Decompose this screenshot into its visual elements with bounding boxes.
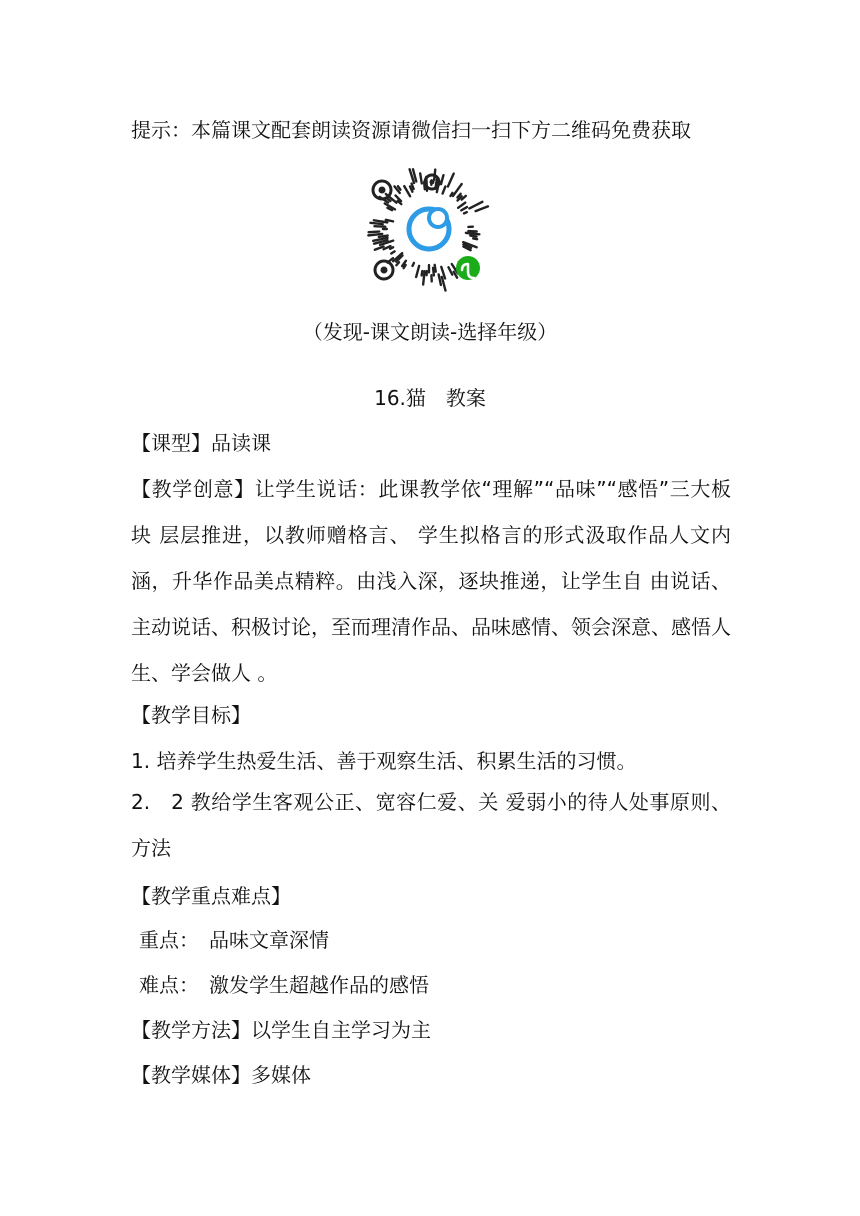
- mini-program-qr-code[interactable]: [360, 160, 498, 298]
- qr-caption: （发现-课文朗读-选择年级）: [302, 320, 558, 344]
- goal-item-1: 1. 培养学生热爱生活、善于观察生活、积累生活的习惯。: [131, 749, 637, 773]
- lesson-type: 【课型】品读课: [131, 431, 271, 455]
- creative-idea-paragraph: 【教学创意】让学生说话：此课教学依“理解”“品味”“感悟”三大板 块 层层推进，以教师赠格言、 学生拟格言的形式汲取作品人文内涵，升华作品美点精粹。由浅入深，逐块推递，让学生自 由说话、主动说话、积极讨论，至而理清作品、品味感情、领会深意、感悟人生、学会做人 。: [131, 477, 731, 685]
- goals-heading: 【教学目标】: [131, 703, 251, 727]
- page-title: 16.猫 教案: [374, 386, 486, 410]
- difficult-point: 难点： 激发学生超越作品的感悟: [139, 973, 429, 997]
- key-point: 重点： 品味文章深情: [139, 928, 329, 952]
- resource-hint: 提示：本篇课文配套朗读资源请微信扫一扫下方二维码免费获取: [131, 118, 691, 142]
- goal-item-2: 2. 2 教给学生客观公正、宽容仁爱、关 爱弱小的待人处事原则、方法: [131, 790, 731, 860]
- teaching-media: 【教学媒体】多媒体: [131, 1063, 311, 1087]
- key-difficult-heading: 【教学重点难点】: [131, 884, 291, 908]
- teaching-method: 【教学方法】以学生自主学习为主: [131, 1018, 431, 1042]
